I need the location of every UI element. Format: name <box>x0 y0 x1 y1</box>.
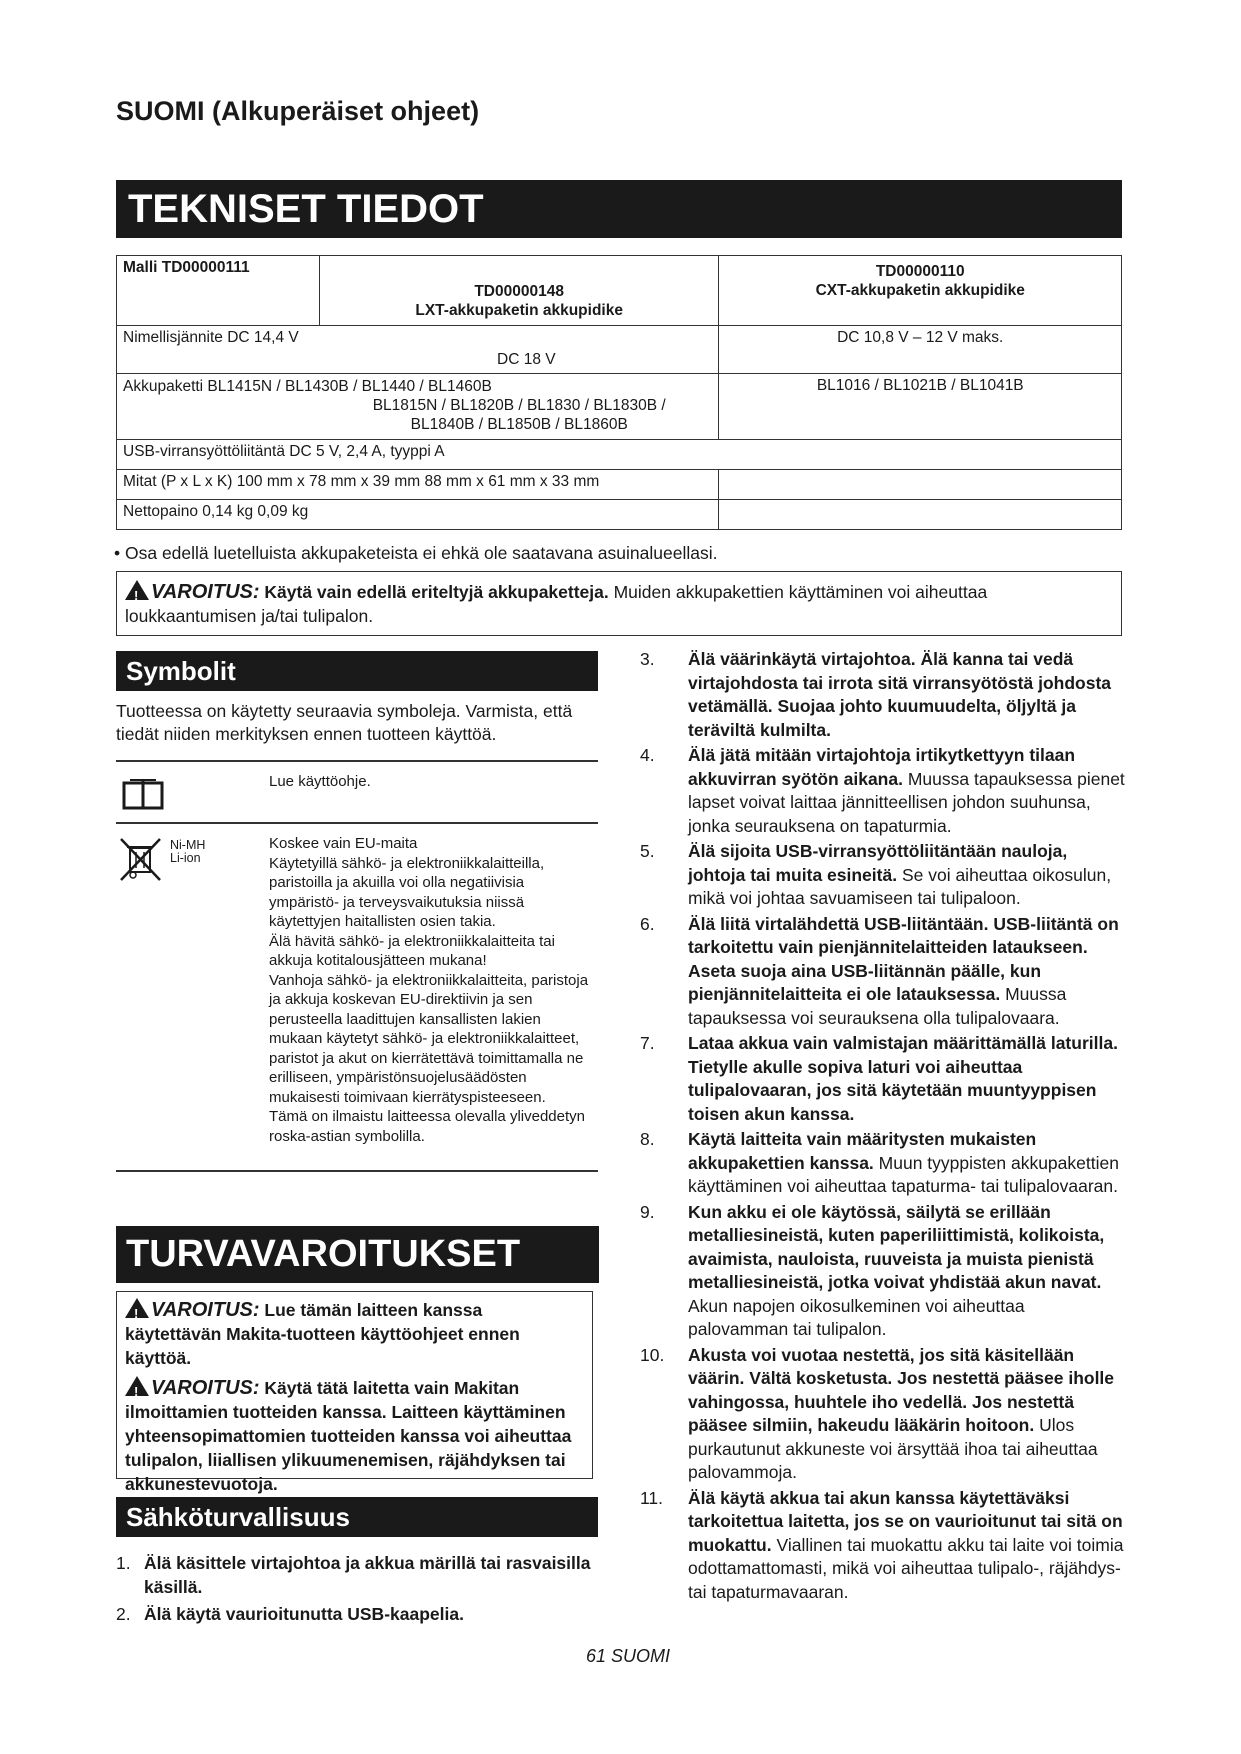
item-bold-text: Älä väärinkäytä virtajohtoa. Älä kanna tai vedä virtajohdosta tai irrota sitä virransyötöstä johdosta vetämällä. Suojaa johto kuumuudelta, öljyltä ja teräviltä kulmilta. <box>688 649 1112 740</box>
item-number: 7. <box>640 1033 655 1053</box>
spec-voltage-col3: DC 10,8 V – 12 V maks. <box>719 326 1122 374</box>
list-item <box>116 1603 596 1627</box>
safety-warning-1 <box>125 1298 582 1370</box>
item-number: 9. <box>640 1201 655 1222</box>
spec-battery-col2: BL1815N / BL1820B / BL1830 / BL1830B / BL1840B / BL1850B / BL1860B <box>372 397 666 433</box>
page-header-title: SUOMI (Alkuperäiset ohjeet) <box>116 96 480 126</box>
warning-triangle-icon <box>125 1376 149 1396</box>
electrical-list-right <box>640 648 1128 1606</box>
symbols-intro: Tuotteessa on käytetty seuraavia symboleja. Varmista, että tiedät niiden merkityksen ennen tuotteen käyttöä. <box>116 701 573 744</box>
battery-type-label-2: Li-ion <box>170 851 201 865</box>
warning-triangle-icon <box>125 580 149 600</box>
item-bold-text: Kun akku ei ole käytössä, säilytä se erillään metalliesineistä, kuten paperiliittimistä, kolikoista, avaimista, nauloista, ruuveista ja muista pienistä metalliesineistä, jotka voivat yhdistää akun navat. <box>688 1201 1105 1292</box>
item-number: 3. <box>640 649 655 669</box>
spec-voltage-cell <box>117 326 719 374</box>
warning-box-safety <box>116 1291 593 1494</box>
availability-note: • Osa edellä luetelluista akkupaketeista ei ehkä ole saatavana asuinalueellasi. <box>114 543 718 563</box>
item-bold-text: Akusta voi vuotaa nestettä, jos sitä käsitellään väärin. Vältä kosketusta. Jos nestettä pääsee iholle vahingossa, huuhtele iho vedellä. Jos nestettä pääsee silmiin, hakeudu lääkärin hoitoon. <box>688 1344 1115 1435</box>
spec-model-col3: TD00000110 CXT-akkupaketin akkupidike <box>719 256 1122 326</box>
spec-table <box>116 255 1122 530</box>
divider <box>116 760 598 762</box>
item-text: Muussa tapauksessa pienet lapset voivat laittaa jännitteellisen johdon suuhunsa, jonka seurauksena on tapaturmia. <box>688 768 1125 836</box>
read-manual-text: Lue käyttöohje. <box>269 773 371 790</box>
item-number: 5. <box>640 841 655 861</box>
spec-voltage-label: Nimellisjännite DC 14,4 V <box>123 329 299 346</box>
item-bold-text: Älä liitä virtalähdettä USB-liitäntään. USB-liitäntä on tarkoitettu vain pienjännitelaitteiden lataukseen. Aseta suoja aina USB-liitännän päälle, kun pienjännitelaitteita ei ole latauksessa. <box>688 913 1119 1004</box>
warning-bold-text: Käytä vain edellä eriteltyjä akkupaketteja. <box>264 582 609 602</box>
item-number: 11. <box>640 1487 664 1508</box>
item-bold-text: Älä käytä akkua tai akun kanssa käytettäväksi tarkoitettua laitetta, jos se on vaurioitunut tai sitä on muokattu. <box>688 1487 1123 1555</box>
table-row <box>117 256 1122 326</box>
warning-rest-text: Muiden akkupakettien käyttäminen voi aiheuttaa loukkaantumisen ja/tai tulipalon. <box>125 582 988 626</box>
spec-voltage-col2: DC 18 V <box>497 351 556 368</box>
warning-word: VAROITUS: <box>151 581 260 603</box>
list-item <box>116 1552 596 1599</box>
list-item <box>640 1487 1128 1605</box>
table-row <box>117 326 1122 374</box>
spec-usb-label: USB-virransyöttöliitäntä DC 5 V, 2,4 A, tyyppi A <box>117 440 1122 470</box>
item-bold-text: Älä sijoita USB-virransyöttöliitäntään nauloja, johtoja tai muita esineitä. <box>688 841 1068 885</box>
page-number: 61 SUOMI <box>586 1646 671 1666</box>
item-number: 1. <box>116 1553 131 1573</box>
section-heading-symbols: Symbolit <box>116 651 598 691</box>
item-bold-text: Käytä laitteita vain määritysten mukaisten akkupakettien kanssa. <box>688 1129 1037 1173</box>
warning-triangle-icon <box>125 1298 149 1318</box>
spec-size-empty <box>719 470 1122 500</box>
safety-warning-2 <box>125 1376 582 1496</box>
item-number: 10. <box>640 1344 665 1365</box>
table-row <box>117 374 1122 440</box>
book-icon <box>122 778 164 815</box>
spec-model-label: Malli TD00000111 <box>117 256 320 326</box>
spec-model-col2: TD00000148 LXT-akkupaketin akkupidike <box>319 256 719 326</box>
spec-weight-label: Nettopaino 0,14 kg 0,09 kg <box>117 500 719 530</box>
item-bold-text: Lataa akkua vain valmistajan määrittämällä laturilla. Tietylle akulle sopiva laturi voi aiheuttaa tulipalovaaran, jos sitä käytetään muuntyyppisen toisen akun kanssa. <box>688 1033 1118 1124</box>
item-text: Muussa tapauksessa voi seurauksena olla tulipalovaara. <box>688 984 1067 1028</box>
safety-warning-1-text: Lue tämän laitteen kanssa käytettävän Makita-tuotteen käyttöohjeet ennen käyttöä. <box>125 1300 520 1368</box>
item-number: 4. <box>640 745 655 765</box>
spec-battery-label: Akkupaketti BL1415N / BL1430B / BL1440 / BL1460B <box>123 378 492 395</box>
table-row <box>117 500 1122 530</box>
item-bold-text: Älä käsittele virtajohtoa ja akkua märillä tai rasvaisilla käsillä. <box>144 1553 591 1597</box>
item-number: 6. <box>640 913 655 934</box>
battery-type-label-1: Ni-MH <box>170 838 206 852</box>
safety-warning-2-text: Käytä tätä laitetta vain Makitan ilmoittamien tuotteiden kanssa. Laitteen käyttäminen yhteensopimattomien tuotteiden kanssa voi aiheuttaa tulipalon, liiallisen ylikuumenemisen, räjähdyksen tai akkunestevuotoja. <box>125 1378 572 1494</box>
spec-size-label: Mitat (P x L x K) 100 mm x 78 mm x 39 mm 88 mm x 61 mm x 33 mm <box>117 470 719 500</box>
divider <box>116 1170 598 1172</box>
warning-box-battery <box>116 571 1122 636</box>
item-text: Ulos purkautunut akkuneste voi ärsyttää ihoa tai aiheuttaa palovammoja. <box>688 1415 1098 1482</box>
list-item <box>640 840 1128 911</box>
table-row <box>117 440 1122 470</box>
electrical-list-left <box>116 1552 596 1629</box>
section-heading-safety: TURVAVAROITUKSET <box>116 1226 599 1283</box>
spec-battery-col3: BL1016 / BL1021B / BL1041B <box>719 374 1122 440</box>
warning-word: VAROITUS: <box>151 1299 260 1321</box>
item-number: 2. <box>116 1604 131 1624</box>
list-item <box>640 648 1128 742</box>
item-number: 8. <box>640 1129 655 1149</box>
section-heading-electrical: Sähköturvallisuus <box>116 1497 598 1537</box>
warning-word: VAROITUS: <box>151 1377 260 1399</box>
list-item <box>640 744 1128 838</box>
list-item <box>640 1032 1128 1126</box>
spec-battery-cell <box>117 374 719 440</box>
list-item <box>640 913 1128 1031</box>
table-row <box>117 470 1122 500</box>
crossed-bin-icon <box>118 836 164 887</box>
item-text: Se voi aiheuttaa oikosulun, mikä voi johtaa savuamiseen tai tulipaloon. <box>688 864 1112 908</box>
eu-disposal-text: Koskee vain EU-maita Käytetyillä sähkö- ja elektroniikkalaitteilla, paristoilla ja akuilla voi olla negatiivisia ympäristö- ja terveysvaikutuksia niissä käytettyjen haitallisten osien takia. Älä hävitä sähkö- ja elektroniikkalaitteita tai akkuja kotitalousjätteen mukana! Vanhoja sähkö- ja elektroniikkalaitteita, paristoja ja akkuja koskevan EU-direktiivin ja sen perusteella laadittujen kansallisten lakien mukaan käytetyt sähkö- ja elektroniikkalaitteet, paristot ja akut on kierrätettävä toimittamalla ne erilliseen, ympäristönsuojelusäädösten mukaisesti toimivaan kierrätyspisteeseen. Tämä on ilmaistu laitteessa olevalla yliveddetyn roska-astian symbolilla. <box>269 835 589 1145</box>
item-bold-text: Älä käytä vaurioitunutta USB-kaapelia. <box>144 1604 464 1624</box>
divider <box>116 822 598 824</box>
list-item <box>640 1344 1128 1485</box>
item-text: Akun napojen oikosulkeminen voi aiheuttaa palovamman tai tulipalon. <box>688 1295 1025 1339</box>
spec-weight-empty <box>719 500 1122 530</box>
item-text: Viallinen tai muokattu akku tai laite voi toimia odottamattomasti, mikä voi aiheuttaa tulipalo-, räjähdys- tai tapaturmavaaran. <box>688 1534 1124 1602</box>
list-item <box>640 1201 1128 1342</box>
item-text: Muun tyyppisten akkupakettien käyttäminen voi aiheuttaa tapaturma- tai tulipalovaaran. <box>688 1152 1119 1196</box>
section-heading-specs: TEKNISET TIEDOT <box>116 180 1122 238</box>
item-bold-text: Älä jätä mitään virtajohtoja irtikytkettyyn tilaan akkuvirran syötön aikana. <box>688 745 1076 789</box>
list-item <box>640 1128 1128 1199</box>
